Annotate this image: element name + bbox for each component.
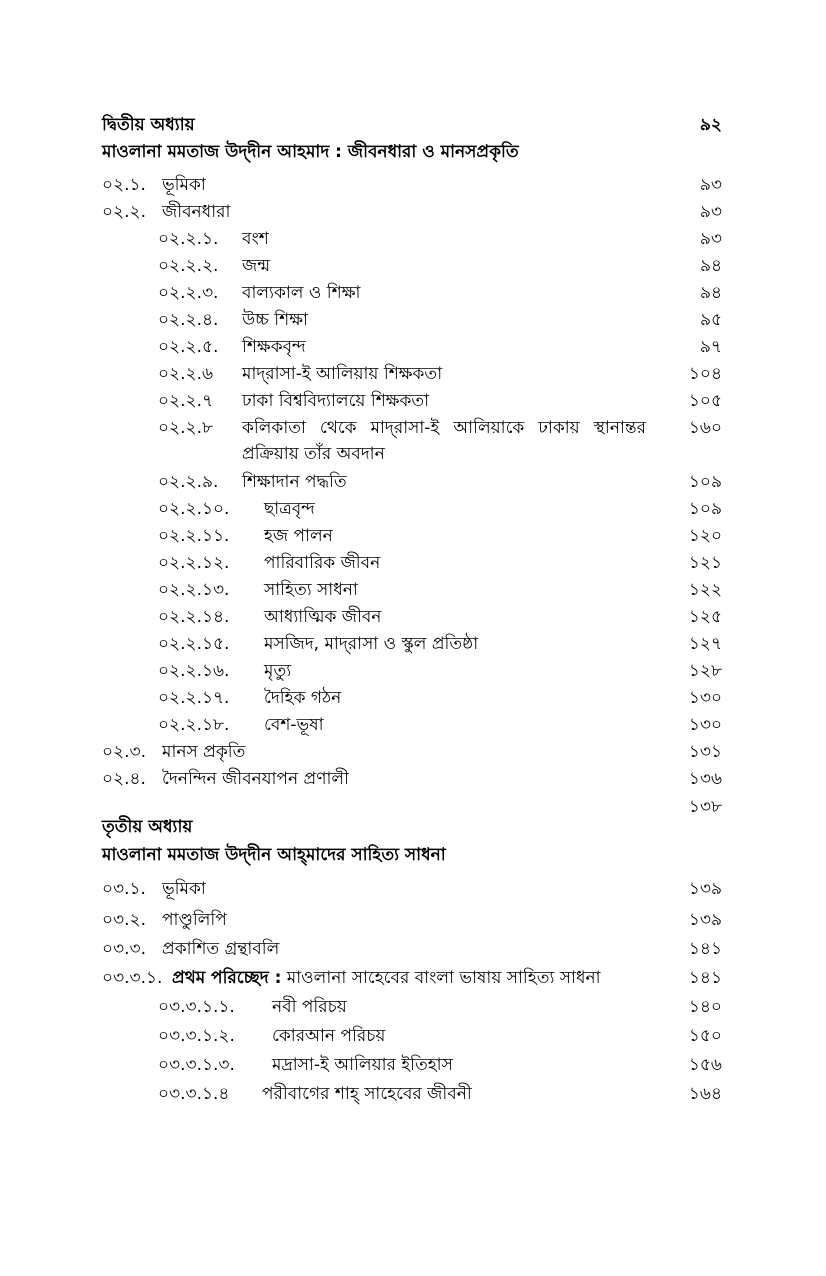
toc-entry: [0, 577, 826, 603]
toc-entry: [0, 1052, 826, 1078]
toc-entry: [0, 172, 826, 198]
entry-page: ১৪১: [688, 968, 722, 988]
entry-title: বেশ-ভূষা: [264, 715, 324, 735]
entry-page: ১২০: [688, 526, 722, 546]
toc-entry: [0, 415, 826, 467]
chapter2-subtitle: মাওলানা মমতাজ উদ্‌দীন আহমাদ : জীবনধারা ও মানসপ্রকৃতি: [102, 142, 519, 162]
toc-entry: [0, 361, 826, 387]
chapter2-page: ৯২: [699, 115, 722, 135]
entry-title: হজ পালন: [264, 526, 333, 546]
toc-entry: [0, 334, 826, 360]
entry-number: ০২.২.১৬.: [158, 661, 230, 681]
chapter2-subtitle-row: [0, 139, 826, 165]
entry-title: আধ্যাত্মিক জীবন: [264, 607, 382, 627]
entry-page: ১৫০: [688, 1026, 722, 1046]
entry-page: ১০৫: [688, 391, 722, 411]
toc-entry: [0, 876, 826, 902]
entry-title: মানস প্রকৃতি: [162, 742, 246, 762]
toc-entry: [0, 1081, 826, 1107]
chapter3-subtitle: মাওলানা মমতাজ উদ্‌দীন আহ্‌মাদের সাহিত্য সাধনা: [102, 845, 446, 865]
entry-number: ০২.২.১৫.: [158, 634, 230, 654]
entry-page: ৯৩: [699, 175, 722, 195]
toc-entry: [0, 907, 826, 933]
toc-entry: [0, 496, 826, 522]
entry-title: প্রকাশিত গ্রন্থাবলি: [162, 939, 280, 959]
entry-title: ভূমিকা: [162, 879, 206, 899]
toc-entry: [0, 739, 826, 765]
entry-number: ০২.২.১১.: [158, 526, 230, 546]
entry-number: ০৩.৩.১.: [102, 968, 163, 988]
entry-number: ০২.২.১৮.: [158, 715, 230, 735]
entry-page: ১০৯: [688, 472, 722, 492]
chapter3-page: ১৩৮: [688, 797, 722, 817]
toc-entry: [0, 994, 826, 1020]
entry-page: ৯৪: [699, 283, 722, 303]
chapter3-subtitle-row: [0, 842, 826, 868]
entry-page: ৯৪: [699, 256, 722, 276]
toc-entry: [0, 604, 826, 630]
entry-number: ০২.২.৮: [158, 418, 213, 438]
entry-title: বংশ: [242, 229, 269, 249]
entry-title: উচ্চ শিক্ষা: [242, 310, 308, 330]
entry-number: ০২.২.৭: [158, 391, 214, 411]
entry-title: পরীবাগের শাহ্ সাহেবের জীবনী: [262, 1084, 472, 1104]
entry-number: ০৩.৩.১.৩.: [158, 1055, 235, 1075]
entry-title: নবী পরিচয়: [272, 997, 347, 1017]
entry-page: ১৩১: [688, 742, 722, 762]
entry-title: পাণ্ডুলিপি: [162, 910, 227, 930]
entry-number: ০৩.২.: [102, 910, 146, 930]
entry-page: ৯৭: [699, 337, 722, 357]
toc-entry: [0, 712, 826, 738]
entry-title: শিক্ষকবৃন্দ: [242, 337, 306, 357]
entry-page: ১৩০: [688, 688, 722, 708]
toc-entry: [0, 280, 826, 306]
entry-page: ১২২: [688, 580, 722, 600]
entry-title: জীবনধারা: [162, 202, 231, 222]
chapter2-heading: [0, 112, 826, 138]
entry-page: ১৬৪: [688, 1084, 722, 1104]
entry-page: ১০৯: [688, 499, 722, 519]
entry-page: ৯৩: [699, 229, 722, 249]
entry-page: ১০৪: [688, 364, 722, 384]
entry-title: মাওলানা সাহেবের বাংলা ভাষায় সাহিত্য সাধনা: [286, 968, 601, 988]
entry-number: ০৩.৩.১.৪: [158, 1084, 230, 1104]
entry-title: ঢাকা বিশ্ববিদ্যালয়ে শিক্ষকতা: [242, 391, 430, 411]
entry-title: দৈহিক গঠন: [264, 688, 342, 708]
entry-title: কলিকাতা থেকে মাদ্‌রাসা-ই আলিয়াকে ঢাকায় স্থানান্তর প্রক্রিয়ায় তাঁর অবদান: [242, 418, 646, 464]
entry-number: ০২.২.১.: [158, 229, 219, 249]
toc-entry: [0, 307, 826, 333]
entry-page: ১৪০: [688, 997, 722, 1017]
entry-title: কোরআন পরিচয়: [272, 1026, 386, 1046]
entry-number: ০২.৩.: [102, 742, 146, 762]
toc-entry: [0, 226, 826, 252]
entry-page: ১২৭: [688, 634, 722, 654]
entry-number: ০২.২.১৪.: [158, 607, 230, 627]
entry-title: সাহিত্য সাধনা: [264, 580, 358, 600]
toc-entry: [0, 523, 826, 549]
entry-title: শিক্ষাদান পদ্ধতি: [242, 472, 347, 492]
entry-page: ১৫৬: [688, 1055, 722, 1075]
entry-page: ১২৫: [688, 607, 722, 627]
toc-entry: [0, 550, 826, 576]
entry-number: ০২.২.৫.: [158, 337, 219, 357]
entry-number: ০২.২.১২.: [158, 553, 230, 573]
entry-number: ০৩.১.: [102, 879, 146, 899]
entry-page: ১৪১: [688, 939, 722, 959]
entry-number: ০২.২.২.: [158, 256, 219, 276]
chapter3-label: তৃতীয় অধ্যায়: [102, 817, 193, 837]
toc-entry: [0, 388, 826, 414]
section-label: প্রথম পরিচ্ছেদ :: [172, 968, 282, 988]
entry-page: ৯৩: [699, 202, 722, 222]
entry-page: ১৩৯: [688, 879, 722, 899]
toc-entry: [0, 685, 826, 711]
toc-entry: [0, 1023, 826, 1049]
entry-number: ০২.৪.: [102, 769, 146, 789]
entry-title: দৈনন্দিন জীবনযাপন প্রণালী: [162, 769, 349, 789]
entry-number: ০২.২.১৩.: [158, 580, 230, 600]
entry-title-wrapper: [172, 965, 601, 991]
entry-number: ০২.২.৩.: [158, 283, 219, 303]
entry-number: ০২.২.৬: [158, 364, 214, 384]
entry-title: মাদ্‌রাসা-ই আলিয়ায় শিক্ষকতা: [242, 364, 443, 384]
entry-number: ০২.২.৪.: [158, 310, 219, 330]
entry-page: ৯৫: [699, 310, 722, 330]
entry-title: মদ্রাসা-ই আলিয়ার ইতিহাস: [272, 1055, 453, 1075]
entry-number: ০২.২.৯.: [158, 472, 219, 492]
entry-number: ০২.২.: [102, 202, 146, 222]
toc-entry: [0, 253, 826, 279]
toc-entry: [0, 469, 826, 495]
toc-entry: [0, 965, 826, 991]
entry-title: ছাত্রবৃন্দ: [264, 499, 315, 519]
entry-page: ১৩৯: [688, 910, 722, 930]
entry-number: ০৩.৩.: [102, 939, 146, 959]
entry-title: মৃত্যু: [264, 661, 292, 681]
chapter3-heading: [0, 814, 826, 840]
toc-entry: [0, 199, 826, 225]
entry-title: বাল্যকাল ও শিক্ষা: [242, 283, 361, 303]
entry-page: ১২৮: [688, 661, 722, 681]
entry-number: ০২.২.১০.: [158, 499, 230, 519]
toc-entry: [0, 631, 826, 657]
entry-page: ১৩০: [688, 715, 722, 735]
entry-page: ১৩৬: [688, 769, 722, 789]
entry-number: ০২.২.১৭.: [158, 688, 230, 708]
entry-title: মসজিদ, মাদ্‌রাসা ও স্কুল প্রতিষ্ঠা: [264, 634, 479, 654]
toc-entry: [0, 658, 826, 684]
entry-title: জন্ম: [242, 256, 271, 276]
entry-title: পারিবারিক জীবন: [264, 553, 381, 573]
toc-entry: [0, 766, 826, 792]
entry-number: ০২.১.: [102, 175, 146, 195]
entry-page: ১৬০: [688, 418, 722, 438]
toc-entry: [0, 936, 826, 962]
entry-number: ০৩.৩.১.২.: [158, 1026, 235, 1046]
entry-page: ১২১: [688, 553, 722, 573]
chapter2-label: দ্বিতীয় অধ্যায়: [102, 115, 195, 135]
entry-title: ভূমিকা: [162, 175, 206, 195]
entry-number: ০৩.৩.১.১.: [158, 997, 235, 1017]
